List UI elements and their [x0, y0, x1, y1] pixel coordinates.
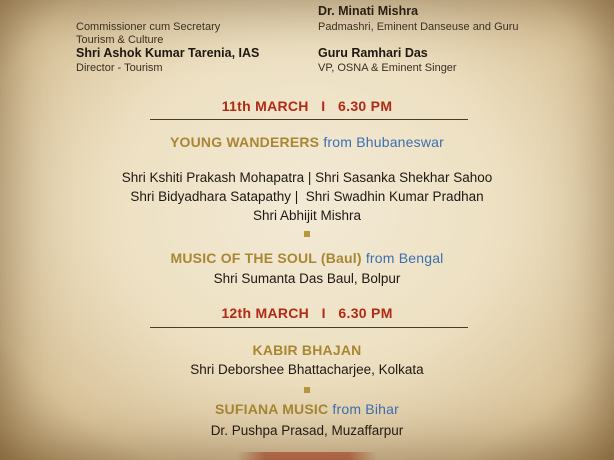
member-line: Shri Bidyadhara Satapathy | Shri Swadhin Kumar Pradhan: [130, 189, 484, 204]
day2-group1-title: [0, 342, 614, 358]
member-line: Shri Sumanta Das Baul, Bolpur: [213, 271, 401, 286]
day2-group2-origin: from Bihar: [332, 401, 399, 417]
guest-name-left-3: Shri Ashok Kumar Tarenia, IAS: [76, 46, 260, 60]
day1-group1-origin: from Bhubaneswar: [323, 134, 445, 150]
day2-divider: [150, 327, 468, 328]
day1-group2-origin: from Bengal: [365, 250, 444, 266]
day1-group2-name: MUSIC OF THE SOUL (Baul): [170, 250, 362, 266]
guest-role-left-3: Director - Tourism: [76, 62, 163, 74]
member-line: Shri Abhijit Mishra: [252, 208, 362, 223]
guest-role-right-2: VP, OSNA & Eminent Singer: [318, 62, 457, 74]
day1-group1-name: YOUNG WANDERERS: [169, 134, 320, 150]
day1-date-heading: 11th MARCH I 6.30 PM: [221, 98, 393, 114]
day1-group2-members: [0, 269, 614, 288]
day2-group2-title: [0, 401, 614, 417]
day2-group2-members: [0, 421, 614, 440]
bullet-icon: [304, 387, 310, 393]
day2-group1-name: KABIR BHAJAN: [252, 342, 362, 358]
day2-group2-name: SUFIANA MUSIC: [215, 401, 329, 417]
guest-name-left-1: [76, 0, 79, 6]
member-line: Shri Deborshee Bhattacharjee, Kolkata: [190, 362, 424, 377]
member-line: Shri Kshiti Prakash Mohapatra | Shri Sasanka Shekhar Sahoo: [121, 170, 493, 185]
guest-role-left-2: Tourism & Culture: [76, 34, 164, 46]
day1-group1-members: [0, 168, 614, 225]
day1-group2-title: [0, 250, 614, 266]
day2-bullet-separator: [0, 387, 614, 393]
day2-date-heading: 12th MARCH I 6.30 PM: [221, 305, 393, 321]
day1-group1-title: [0, 134, 614, 150]
guest-name-right-1: Dr. Minati Mishra: [318, 4, 419, 18]
member-line: Dr. Pushpa Prasad, Muzaffarpur: [210, 423, 404, 438]
bullet-icon: [304, 231, 310, 237]
guest-role-left-1: Commissioner cum Secretary: [76, 21, 221, 33]
guest-role-right-1: Padmashri, Eminent Danseuse and Guru: [318, 21, 519, 33]
guest-name-right-2: Guru Ramhari Das: [318, 46, 428, 60]
day1-divider: [150, 119, 468, 120]
day2-group1-members: [0, 360, 614, 379]
next-date-heading-cropped: [0, 452, 614, 460]
day1-bullet-separator: [0, 231, 614, 237]
